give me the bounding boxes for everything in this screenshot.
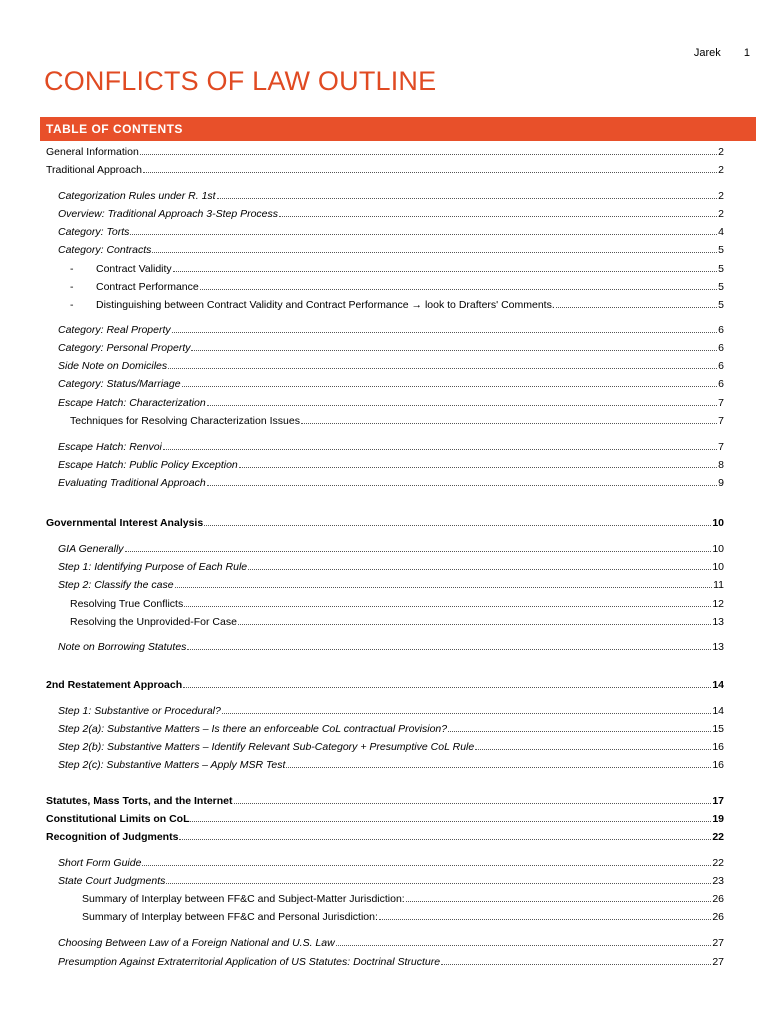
- toc-entry[interactable]: Choosing Between Law of a Foreign National and U.S. Law 27: [58, 937, 724, 949]
- toc-entry[interactable]: Presumption Against Extraterritorial Application of US Statutes: Doctrinal Structure 27: [58, 956, 724, 968]
- toc-entry[interactable]: Side Note on Domiciles 6: [58, 360, 724, 372]
- toc-entry[interactable]: GIA Generally 10: [58, 543, 724, 555]
- toc-entry[interactable]: - Distinguishing between Contract Validity and Contract Performance → look to Drafters' Comments. 5: [70, 299, 724, 311]
- toc-entry[interactable]: Category: Personal Property 6: [58, 342, 724, 354]
- toc-entry[interactable]: Step 2: Classify the case 11: [58, 579, 724, 591]
- toc-entry[interactable]: Resolving the Unprovided-For Case 13: [70, 616, 724, 628]
- toc-entry[interactable]: 2nd Restatement Approach 14: [46, 679, 724, 691]
- toc-entry[interactable]: Summary of Interplay between FF&C and Subject-Matter Jurisdiction: 26: [82, 893, 724, 905]
- toc-entry[interactable]: Step 1: Substantive or Procedural? 14: [58, 705, 724, 717]
- toc-entry[interactable]: Constitutional Limits on CoL 19: [46, 813, 724, 825]
- toc-entry[interactable]: Category: Torts 4: [58, 226, 724, 238]
- toc-entry[interactable]: Step 1: Identifying Purpose of Each Rule 10: [58, 561, 724, 573]
- toc-entry[interactable]: Governmental Interest Analysis 10: [46, 517, 724, 529]
- toc-entry[interactable]: Step 2(b): Substantive Matters – Identify Relevant Sub-Category + Presumptive CoL Rule 16: [58, 741, 724, 753]
- toc-heading: TABLE OF CONTENTS: [40, 117, 756, 141]
- toc-entry[interactable]: Evaluating Traditional Approach 9: [58, 477, 724, 489]
- toc-entry[interactable]: Escape Hatch: Renvoi 7: [58, 441, 724, 453]
- page-number: 1: [743, 47, 750, 59]
- document-title: CONFLICTS OF LAW OUTLINE: [44, 66, 437, 96]
- toc-entry[interactable]: Category: Contracts 5: [58, 244, 724, 256]
- toc-entry[interactable]: Traditional Approach 2: [46, 164, 724, 176]
- toc-entry[interactable]: Recognition of Judgments 22: [46, 831, 724, 843]
- toc-entry[interactable]: Summary of Interplay between FF&C and Personal Jurisdiction: 26: [82, 911, 724, 923]
- toc-entry[interactable]: Techniques for Resolving Characterization Issues 7: [70, 415, 724, 427]
- toc-entry[interactable]: Escape Hatch: Public Policy Exception 8: [58, 459, 724, 471]
- toc-entry[interactable]: Category: Real Property 6: [58, 324, 724, 336]
- author-name: Jarek: [693, 47, 721, 59]
- toc-entry[interactable]: State Court Judgments 23: [58, 875, 724, 887]
- toc-entry[interactable]: General Information 2: [46, 146, 724, 158]
- toc-entry[interactable]: Category: Status/Marriage 6: [58, 378, 724, 390]
- toc-entry[interactable]: Note on Borrowing Statutes 13: [58, 641, 724, 653]
- toc-entry[interactable]: Step 2(c): Substantive Matters – Apply MSR Test 16: [58, 759, 724, 771]
- toc-entry[interactable]: - Contract Validity 5: [70, 263, 724, 275]
- toc-entry[interactable]: Short Form Guide 22: [58, 857, 724, 869]
- toc-entry[interactable]: - Contract Performance 5: [70, 281, 724, 293]
- toc-entry[interactable]: Step 2(a): Substantive Matters – Is there an enforceable CoL contractual Provision? 15: [58, 723, 724, 735]
- toc-entry[interactable]: Categorization Rules under R. 1st 2: [58, 190, 724, 202]
- toc-entry[interactable]: Statutes, Mass Torts, and the Internet 17: [46, 795, 724, 807]
- toc-entry[interactable]: Escape Hatch: Characterization 7: [58, 397, 724, 409]
- toc-entry[interactable]: Overview: Traditional Approach 3-Step Process 2: [58, 208, 724, 220]
- toc-entry[interactable]: Resolving True Conflicts 12: [70, 598, 724, 610]
